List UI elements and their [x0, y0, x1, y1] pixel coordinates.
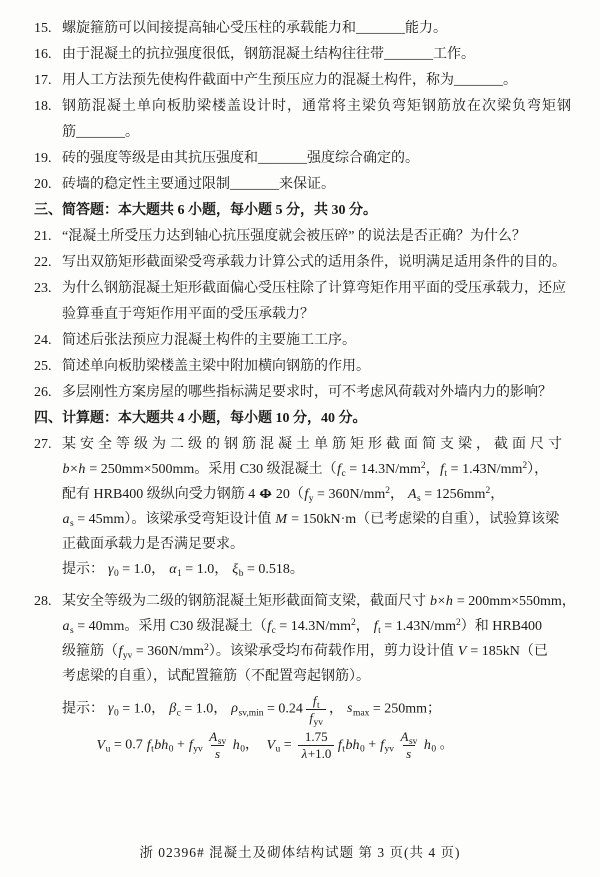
question-number: 26.	[34, 385, 52, 400]
question-number: 15.	[34, 21, 52, 36]
question-item	[34, 224, 578, 250]
question-content	[62, 354, 578, 380]
text-line: 某安全等级为二级的钢筋混凝土单筋矩形截面简支梁，截面尺寸	[62, 437, 566, 452]
question-number: 19.	[34, 151, 52, 166]
question-number: 16.	[34, 47, 52, 62]
question-content	[62, 589, 578, 764]
question-item	[34, 380, 578, 406]
question-item	[34, 146, 578, 172]
text-line: 简述单向板肋梁楼盖主梁中附加横向钢筋的作用。	[62, 359, 370, 374]
text-line: 钢筋混凝土单向板肋梁楼盖设计时，通常将主梁负弯矩钢筋放在次梁负弯矩钢	[62, 99, 572, 114]
question-item	[34, 42, 578, 68]
question-number: 21.	[34, 229, 52, 244]
question-item	[34, 276, 578, 328]
text-line: $V_u = 0.7$ $f_tbh_0 + f_{yv}$ $\frac{A_{sv}}{s}$ $h_0$， $V_u$ = $\frac{1.75}{\lambda+1.0}$ $f_tbh_0 + f_{yv}$ $\frac{A_{sv}}{s}$ $h_0$ 。	[96, 729, 454, 761]
question-content	[62, 172, 578, 198]
question-item	[34, 94, 578, 146]
page-footer: 浙 02396# 混凝土及砌体结构试题 第 3 页(共 4 页)	[139, 845, 461, 860]
question-number: 18.	[34, 99, 52, 114]
question-item	[34, 328, 578, 354]
question-number: 24.	[34, 333, 52, 348]
question-content	[62, 250, 578, 276]
fraction: $\frac{A_{sv}}{s}$	[209, 729, 227, 761]
text-line: 简述后张法预应力混凝土构件的主要施工工序。	[62, 333, 356, 348]
text-line: 配有 HRB400 级纵向受力钢筋 4 Φ $20(f_y = 360N/mm^2$， $A_s = 1256mm^2$，	[62, 486, 505, 504]
text-line: b×h = 250mm×500mm。采用 C30 级混凝土（$f_c = 14.3N/mm^2$，$f_t = 1.43N/mm^2$），	[62, 461, 549, 479]
question-item	[34, 172, 578, 198]
question-content	[62, 42, 578, 68]
question-item	[34, 16, 578, 42]
text-line: “混凝土所受压力达到轴心抗压强度就会被压碎” 的说法是否正确？为什么？	[62, 229, 526, 244]
question-item	[34, 250, 578, 276]
question-content	[62, 328, 578, 354]
question-content	[62, 16, 578, 42]
text-line: 级箍筋$(f_{yv} = 360N/mm^2)$。该梁承受均布荷载作用，剪力设计值 V = 185kN（已	[62, 643, 548, 661]
text-line: 筋_______。	[62, 125, 139, 140]
question-content	[62, 432, 578, 582]
text-line: 三、简答题：本大题共 6 小题，每小题 5 分，共 30 分。	[34, 203, 377, 218]
text-line: 提示： $\gamma_0 = 1.0$， $\alpha_1 = 1.0$， $\xi_b = 0.518$。	[62, 562, 304, 579]
text-line: 四、计算题：本大题共 4 小题，每小题 10 分，40 分。	[34, 411, 367, 426]
text-line: $a_s = 40mm$。采用 C30 级混凝土（$f_c = 14.3N/mm^2$， $f_t = 1.43N/mm^2$）和 HRB400	[62, 618, 543, 636]
section-heading	[34, 406, 578, 432]
question-number: 23.	[34, 281, 52, 296]
question-content	[62, 94, 578, 146]
question-item	[34, 432, 578, 582]
fraction: $\frac{A_{sv}}{s}$	[400, 729, 418, 761]
question-content	[62, 146, 578, 172]
question-content	[62, 224, 578, 250]
question-content	[34, 198, 578, 224]
text-line: 提示： $\gamma_0 = 1.0$， $\beta_c = 1.0$， $\rho_{sv,min} = 0.24$ $\frac{f_t}{f_{yv}}$ ， $s_{max} = 250mm$；	[62, 693, 442, 728]
rebar-grade-symbol: Φ	[259, 487, 272, 502]
question-number: 28.	[34, 594, 52, 609]
question-number: 17.	[34, 73, 52, 88]
text-line: 多层刚性方案房屋的哪些指标满足要求时，可不考虑风荷载对外墙内力的影响？	[62, 385, 552, 400]
question-content	[62, 276, 578, 328]
text-line: 考虑梁的自重），试配置箍筋（不配置弯起钢筋）。	[62, 669, 370, 684]
text-line: 由于混凝土的抗拉强度很低，钢筋混凝土结构往往带_______工作。	[62, 47, 475, 62]
text-line: 写出双筋矩形截面梁受弯承载力计算公式的适用条件，说明满足适用条件的目的。	[62, 255, 566, 270]
question-number: 27.	[34, 437, 52, 452]
question-content	[62, 68, 578, 94]
question-content	[34, 406, 578, 432]
fraction: $\frac{f_t}{f_{yv}}$	[306, 693, 326, 725]
fraction: $\frac{1.75}{\lambda+1.0}$	[298, 729, 334, 761]
question-item	[34, 354, 578, 380]
text-line: 正截面承载力是否满足要求。	[62, 537, 244, 552]
question-content	[62, 380, 578, 406]
question-item	[34, 589, 578, 764]
question-number: 22.	[34, 255, 52, 270]
question-item	[34, 68, 578, 94]
text-line: 验算垂直于弯矩作用平面的受压承载力？	[62, 307, 314, 322]
text-line: 砖的强度等级是由其抗压强度和_______强度综合确定的。	[62, 151, 419, 166]
exam-body	[34, 16, 578, 764]
text-line: 为什么钢筋混凝土矩形截面偏心受压柱除了计算弯矩作用平面的受压承载力，还应	[62, 281, 566, 296]
text-line: 用人工方法预先使构件截面中产生预压应力的混凝土构件，称为_______。	[62, 73, 517, 88]
text-line: 某安全等级为二级的钢筋混凝土矩形截面简支梁，截面尺寸 b×h = 200mm×550mm，	[62, 594, 576, 609]
text-line: $a_s = 45mm$）。该梁承受弯矩设计值 M = 150kN·m（已考虑梁的自重），试验算该梁	[62, 512, 560, 529]
question-number: 25.	[34, 359, 52, 374]
question-number: 20.	[34, 177, 52, 192]
section-heading	[34, 198, 578, 224]
text-line: 砖墙的稳定性主要通过限制_______来保证。	[62, 177, 335, 192]
text-line: 螺旋箍筋可以间接提高轴心受压柱的承载能力和_______能力。	[62, 21, 447, 36]
